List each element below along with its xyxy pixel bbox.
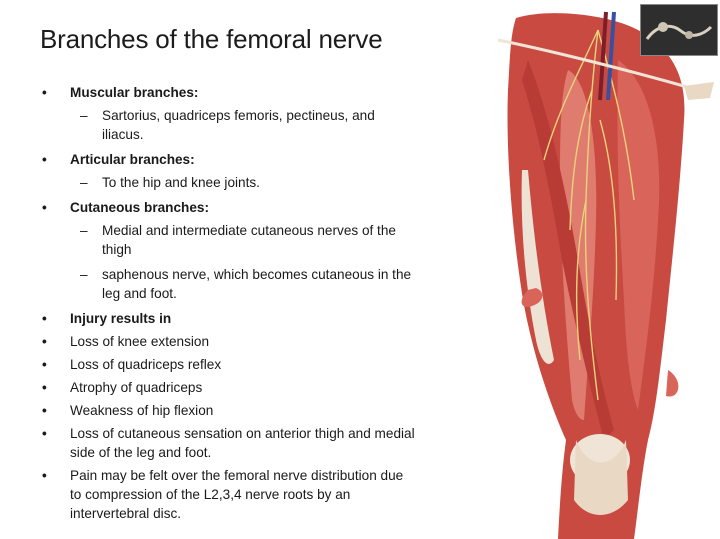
list-item bbox=[36, 466, 416, 523]
retracted-muscle-flap bbox=[666, 370, 678, 397]
sub-item-text: To the hip and knee joints. bbox=[102, 175, 260, 190]
bullet-icon: • bbox=[42, 152, 47, 167]
list-item-text: Loss of knee extension bbox=[70, 334, 210, 349]
list-item-text: Articular branches: bbox=[70, 152, 195, 167]
dash-icon: – bbox=[80, 108, 88, 123]
list-item-text: Loss of quadriceps reflex bbox=[70, 357, 222, 372]
author-credit bbox=[4, 448, 14, 528]
bullet-icon: • bbox=[42, 334, 47, 349]
list-item bbox=[36, 332, 416, 351]
list-item-text: Cutaneous branches: bbox=[70, 200, 209, 215]
bullet-icon: • bbox=[42, 85, 47, 100]
bullet-icon: • bbox=[42, 311, 47, 326]
list-item bbox=[36, 198, 416, 217]
retractor-hook bbox=[684, 82, 714, 100]
sub-list-item bbox=[36, 173, 416, 192]
list-item bbox=[36, 424, 416, 462]
bullet-icon: • bbox=[42, 357, 47, 372]
list-item-text: Injury results in bbox=[70, 311, 172, 326]
slide-title: Branches of the femoral nerve bbox=[40, 24, 383, 54]
bullet-icon: • bbox=[42, 403, 47, 418]
list-item bbox=[36, 401, 416, 420]
sub-item-text: Sartorius, quadriceps femoris, pectineus, and iliacus. bbox=[102, 108, 375, 142]
thumbnail-photo bbox=[640, 4, 718, 56]
list-item-text: Atrophy of quadriceps bbox=[70, 380, 203, 395]
list-item-text: Loss of cutaneous sensation on anterior thigh and medial side of the leg and foot. bbox=[70, 426, 415, 460]
dash-icon: – bbox=[80, 223, 88, 238]
thigh-anatomy-illustration bbox=[488, 0, 720, 539]
bullet-icon: • bbox=[42, 468, 47, 483]
bullet-list bbox=[36, 83, 416, 527]
list-item bbox=[36, 83, 416, 102]
list-item bbox=[36, 378, 416, 397]
list-item-text: Pain may be felt over the femoral nerve distribution due to compression of the L2,3,4 nerve roots by an intervertebral disc. bbox=[70, 468, 404, 521]
sub-list-item bbox=[36, 221, 416, 259]
bullet-icon: • bbox=[42, 426, 47, 441]
bullet-icon: • bbox=[42, 200, 47, 215]
list-item bbox=[36, 355, 416, 374]
sub-list-item bbox=[36, 106, 416, 144]
list-item bbox=[36, 309, 416, 328]
list-item bbox=[36, 150, 416, 169]
list-item-text: Muscular branches: bbox=[70, 85, 199, 100]
bullet-icon: • bbox=[42, 380, 47, 395]
dash-icon: – bbox=[80, 175, 88, 190]
sub-item-text: Medial and intermediate cutaneous nerves of the thigh bbox=[102, 223, 396, 257]
sub-list-item bbox=[36, 265, 416, 303]
thumbnail-graphic bbox=[641, 5, 717, 55]
dash-icon: – bbox=[80, 267, 88, 282]
list-item-text: Weakness of hip flexion bbox=[70, 403, 214, 418]
sub-item-text: saphenous nerve, which becomes cutaneous in the leg and foot. bbox=[102, 267, 412, 301]
